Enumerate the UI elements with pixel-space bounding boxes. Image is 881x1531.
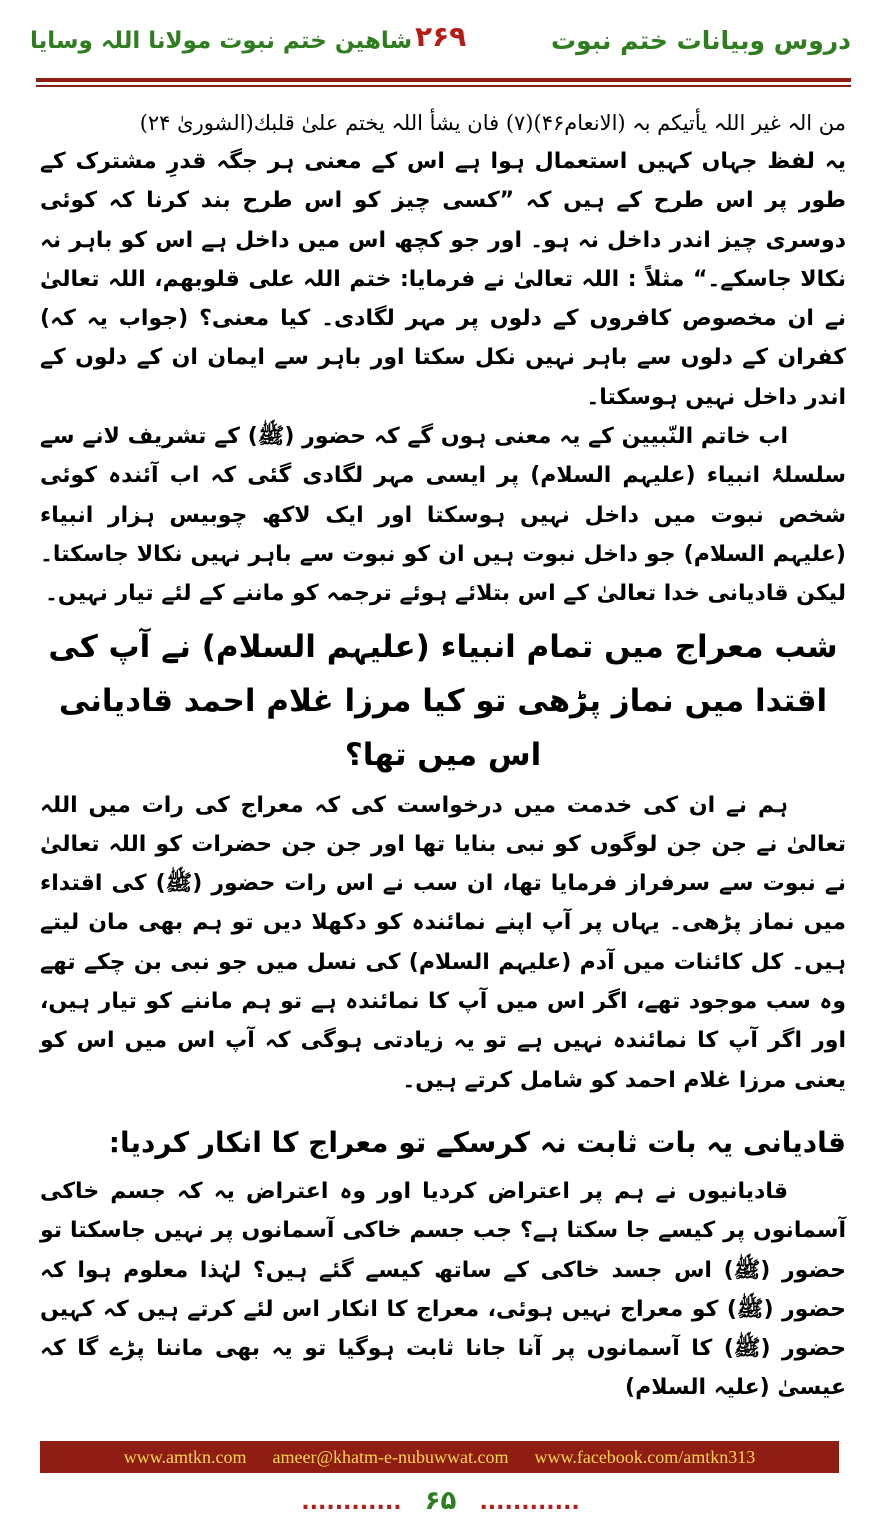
footer-page-number: ۶۵ [424, 1486, 457, 1516]
body-paragraph-3: ہم نے ان کی خدمت میں درخواست کی کہ معراج کی رات میں اللہ تعالیٰ نے جن جن لوگوں کو نبی بنایا تھا اور جن جن حضرات کو اللہ تعالیٰ نے نبوت سے سرفراز فرمایا تھا، ان سب نے اس رات حضور (ﷺ) کی اقتداء میں نماز پڑھی۔ یہاں پر آپ اپنے نمائندہ کو دکھلا دیں تو ہم بھی مان لیتے ہیں۔ کل کائنات میں آدم (علیہم السلام) کی نسل میں جو نبی بن چکے تھے وہ سب موجود تھے، اگر اس میں آپ کا نمائندہ ہے تو ہم ماننے کو تیار ہیں، اور اگر آپ کا نمائندہ نہیں ہے تو یہ زیادتی ہوگی کہ آپ اس میں اس کو یعنی مرزا غلام احمد کو شامل کرتے ہیں۔ [40, 792, 846, 1093]
footer-bar [40, 1441, 839, 1473]
page-footer [0, 1486, 881, 1516]
author-name: شاهین ختم نبوت مولانا اللہ وسایا [30, 28, 413, 54]
footer-dots-left: ............ [301, 1490, 402, 1515]
page-header [30, 20, 851, 68]
section-heading-2: قادیانی یہ بات ثابت نہ کرسکے تو معراج کا انکار کردیا: [108, 1125, 846, 1159]
header-page-number: ۲۶۹ [415, 20, 467, 53]
footer-dots-right: ............ [479, 1490, 580, 1515]
section-heading-1: شب معراج میں تمام انبیاء (علیہم السلام) نے آپ کی اقتدا میں نماز پڑھی تو کیا مرزا غلام احمد قادیانی اس میں تھا؟ [48, 628, 838, 773]
body-paragraph-1: یہ لفظ جہاں کہیں استعمال ہوا ہے اس کے معنی ہر جگہ قدرِ مشترک کے طور پر اس طرح کے ہیں کہ ”کسی چیز کو اس طرح بند کرنا کہ کوئی دوسری چیز اندر داخل نہ ہو۔ اور جو کچھ اس میں داخل ہے اس کو باہر نہ نکالا جاسکے۔“ مثلاً : اللہ تعالیٰ نے فرمایا: ختم اللہ علی قلوبھم، اللہ تعالیٰ نے ان مخصوص کافروں کے دلوں پر مہر لگادی۔ کیا معنی؟ (جواب یہ کہ) کفران کے دلوں سے باہر نہیں نکل سکتا اور باہر سے ایمان ان کے دلوں کے اندر داخل نہیں ہوسکتا۔ [40, 149, 846, 410]
header-rule-thick [36, 78, 851, 82]
quran-verse-paragraph: من الہ غیر اللہ یأتیکم بہ (الانعام۴۶)(۷) فان یشأ اللہ یختم علیٰ قلبك(الشوریٰ ۲۴) [139, 111, 846, 135]
page-body [40, 104, 846, 1408]
body-paragraph-2: اب خاتم النّبیین کے یہ معنی ہوں گے کہ حضور (ﷺ) کے تشریف لانے سے سلسلۂ انبیاء (علیہم السلام) پر ایسی مہر لگادی گئی کہ اب آئندہ کوئی شخص نبوت میں داخل نہیں ہوسکتا اور ایک لاکھ چوبیس ہزار انبیاء (علیہم السلام) جو داخل نبوت ہیں ان کو نبوت سے باہر نہیں نکالا جاسکتا۔ لیکن قادیانی خدا تعالیٰ کے اس بتلائے ہوئے ترجمہ کو ماننے کے لئے تیار نہیں۔ [40, 424, 846, 607]
facebook-link[interactable]: www.facebook.com/amtkn313 [534, 1446, 756, 1467]
book-title: دروس وبیانات ختم نبوت [551, 26, 851, 55]
email-link[interactable]: ameer@khatm-e-nubuwwat.com [272, 1446, 509, 1467]
website-link[interactable]: www.amtkn.com [123, 1446, 247, 1467]
body-paragraph-4: قادیانیوں نے ہم پر اعتراض کردیا اور وہ اعتراض یہ کہ جسم خاکی آسمانوں پر کیسے جا سکتا ہے؟ جب جسم خاکی آسمانوں پر نہیں جاسکتا تو حضور (ﷺ) اس جسد خاکی کے ساتھ کیسے گئے ہیں؟ لہٰذا معلوم ہوا کہ حضور (ﷺ) کو معراج نہیں ہوئی، معراج کا انکار اس لئے کرتے ہیں کہ کہیں حضور (ﷺ) کا آسمانوں پر آنا جانا ثابت ہوگیا تو یہ بھی ماننا پڑے گا کہ عیسیٰ (علیہ السلام) [40, 1178, 846, 1401]
header-rule-thin [36, 85, 851, 87]
